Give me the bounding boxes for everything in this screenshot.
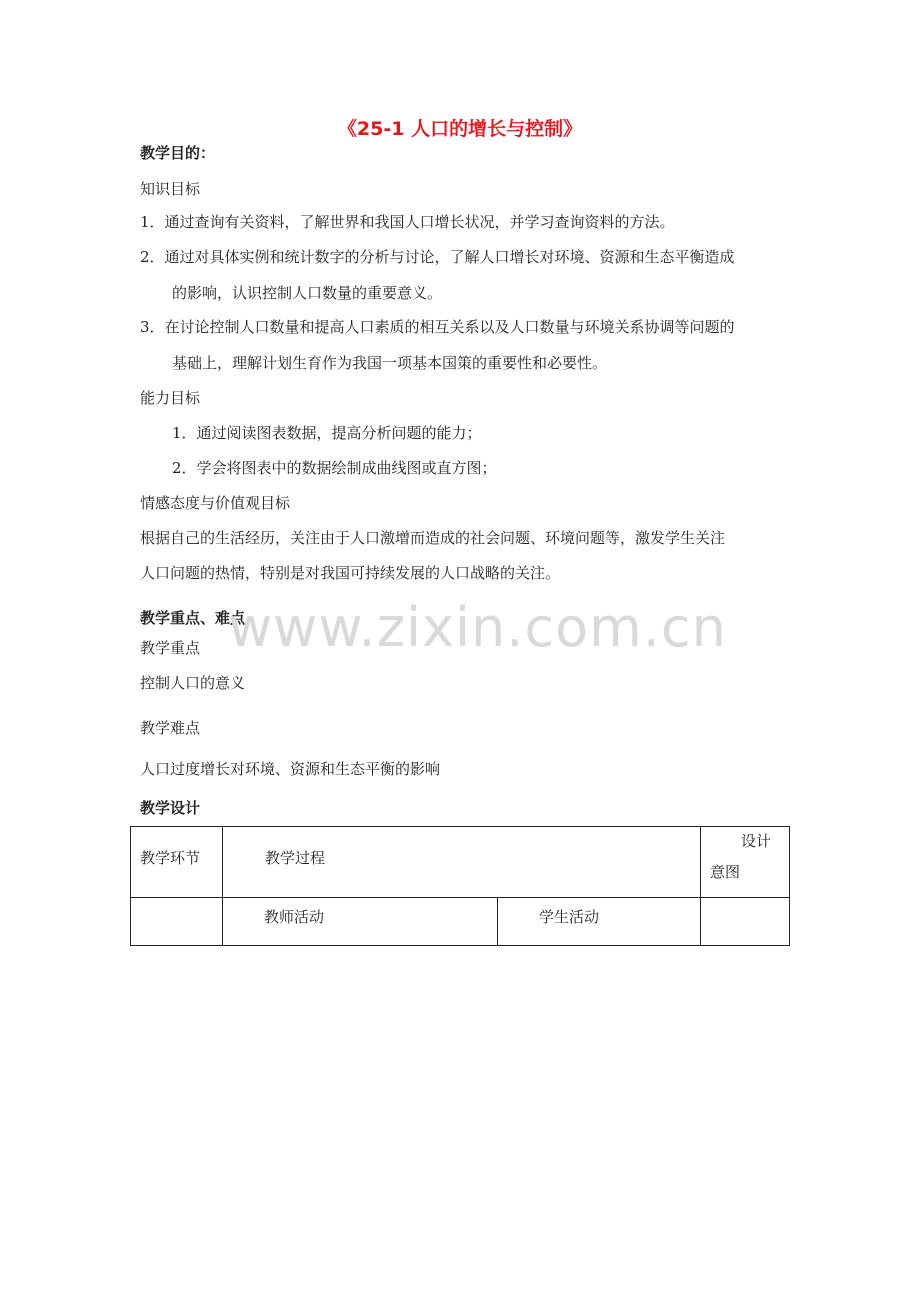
emotion-heading: 情感态度与价值观目标: [140, 494, 291, 512]
document-title: 《25-1 人口的增长与控制》: [337, 118, 583, 140]
col-intent-line-2: 意图: [710, 863, 741, 881]
knowledge-item-3-line-2: 基础上，理解计划生育作为我国一项基本国策的重要性和必要性。: [172, 354, 608, 372]
col-process-label: 教学过程: [265, 849, 326, 867]
col-intent-line-1: 设计: [741, 832, 772, 850]
design-table-cell-empty-stage: [131, 898, 223, 946]
difficulty-label: 教学难点: [140, 719, 201, 737]
design-table-cell-teacher: [223, 898, 498, 946]
objectives-heading: 教学目的：: [140, 144, 216, 162]
watermark: www.zixin.com.cn: [228, 596, 727, 659]
ability-item-1: 1．通过阅读图表数据，提高分析问题的能力；: [172, 424, 482, 442]
difficulty-text: 人口过度增长对环境、资源和生态平衡的影响: [140, 760, 441, 778]
teacher-activity-label: 教师活动: [264, 908, 325, 926]
knowledge-item-2-line-1: 2．通过对具体实例和统计数字的分析与讨论，了解人口增长对环境、资源和生态平衡造成: [140, 248, 735, 266]
emotion-line-1: 根据自己的生活经历，关注由于人口激增而造成的社会问题、环境问题等，激发学生关注: [140, 529, 726, 547]
emotion-line-2: 人口问题的热情，特别是对我国可持续发展的人口战略的关注。: [140, 564, 561, 582]
key-points-heading: 教学重点、难点: [140, 609, 246, 627]
focus-label: 教学重点: [140, 639, 201, 657]
design-table-cell-student: [498, 898, 701, 946]
knowledge-item-3-line-1: 3．在讨论控制人口数量和提高人口素质的相互关系以及人口数量与环境关系协调等问题的: [140, 318, 735, 336]
focus-text: 控制人口的意义: [140, 674, 246, 692]
design-heading: 教学设计: [140, 799, 201, 817]
design-table-cell-empty-intent: [701, 898, 790, 946]
student-activity-label: 学生活动: [539, 908, 600, 926]
design-table: [130, 826, 790, 946]
design-table-cell-intent: [701, 827, 790, 898]
design-table-cell-stage: [131, 827, 223, 898]
design-table-cell-process: [223, 827, 701, 898]
ability-heading: 能力目标: [140, 389, 201, 407]
col-stage-label: 教学环节: [140, 849, 201, 867]
knowledge-item-2-line-2: 的影响，认识控制人口数量的重要意义。: [172, 284, 443, 302]
knowledge-item-1: 1．通过查询有关资料，了解世界和我国人口增长状况，并学习查询资料的方法。: [140, 213, 675, 231]
ability-item-2: 2．学会将图表中的数据绘制成曲线图或直方图；: [172, 459, 497, 477]
knowledge-heading: 知识目标: [140, 180, 201, 198]
